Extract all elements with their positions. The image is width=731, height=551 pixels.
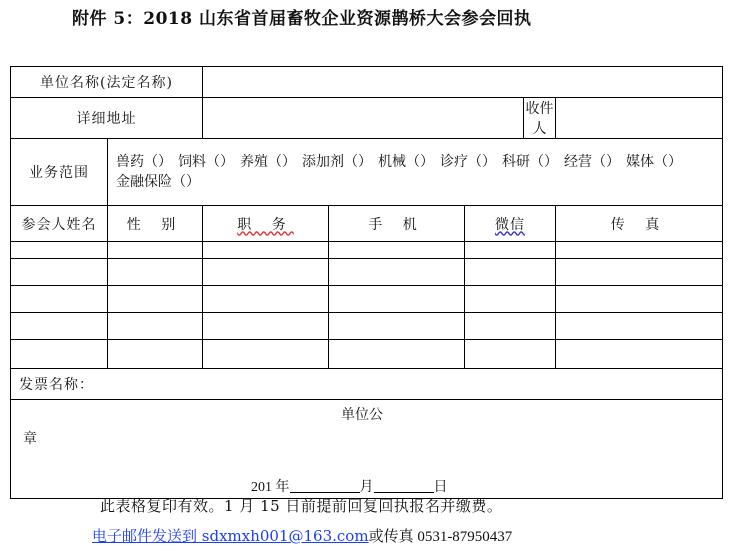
- business-scope-line2: [116, 172, 716, 192]
- option-research[interactable]: 科研（）: [502, 154, 558, 170]
- invoice-name-label: 发票名称：: [19, 377, 94, 393]
- table-row: [11, 259, 723, 286]
- invoice-name-row[interactable]: [11, 369, 723, 400]
- month-blank[interactable]: [290, 478, 360, 493]
- registration-form: [10, 66, 723, 499]
- recipient-field[interactable]: [556, 98, 723, 139]
- seal-label-suffix: 章: [23, 431, 37, 447]
- option-feed[interactable]: 饲料（）: [178, 154, 234, 170]
- email-link[interactable]: 电子邮件发送到 sdxmxh001@163.com: [92, 527, 369, 545]
- table-row: [11, 286, 723, 313]
- header-wechat-text: 微信: [495, 216, 525, 233]
- table-row: [11, 340, 723, 369]
- table-row: [11, 313, 723, 340]
- day-blank[interactable]: [374, 478, 434, 493]
- header-wechat: [465, 206, 556, 242]
- header-position: [203, 206, 329, 242]
- business-scope-options: [108, 139, 723, 206]
- option-veterinary-drugs[interactable]: 兽药（）: [116, 154, 172, 170]
- address-field[interactable]: [203, 98, 524, 139]
- header-attendee-name: 参会人姓名: [11, 206, 108, 242]
- option-machinery[interactable]: 机械（）: [378, 154, 434, 170]
- header-fax: 传 真: [556, 206, 723, 242]
- recipient-label: 收件人: [524, 98, 556, 139]
- business-scope-line1: [116, 152, 716, 172]
- date-month: 月: [359, 480, 374, 495]
- fax-text: 或传真 0531-87950437: [368, 529, 513, 545]
- option-trade[interactable]: 经营（）: [564, 154, 620, 170]
- address-label: 详细地址: [11, 98, 203, 139]
- header-gender: 性 别: [108, 206, 203, 242]
- seal-area: [11, 400, 723, 499]
- unit-name-field[interactable]: [203, 67, 723, 98]
- copy-note: 此表格复印有效。1 月 15 日前提前回复回执报名并缴费。: [100, 497, 503, 515]
- option-diagnosis[interactable]: 诊疗（）: [440, 154, 496, 170]
- option-additive[interactable]: 添加剂（）: [302, 154, 372, 170]
- document-title: 附件 5：2018 山东省首届畜牧企业资源鹊桥大会参会回执: [72, 9, 532, 29]
- unit-name-label: 单位名称(法定名称): [11, 67, 203, 98]
- date-line: [251, 476, 448, 496]
- contact-note: [92, 525, 512, 546]
- option-finance-insurance[interactable]: 金融保险（）: [116, 174, 200, 190]
- seal-label: 单位公: [341, 407, 383, 423]
- date-day: 日: [433, 480, 448, 495]
- option-media[interactable]: 媒体（）: [626, 154, 682, 170]
- date-year: 201 年: [251, 480, 290, 495]
- table-row: [11, 242, 723, 259]
- option-breeding[interactable]: 养殖（）: [240, 154, 296, 170]
- header-position-text: 职 务: [237, 216, 294, 233]
- business-scope-label: 业务范围: [11, 139, 108, 206]
- header-mobile: 手 机: [329, 206, 465, 242]
